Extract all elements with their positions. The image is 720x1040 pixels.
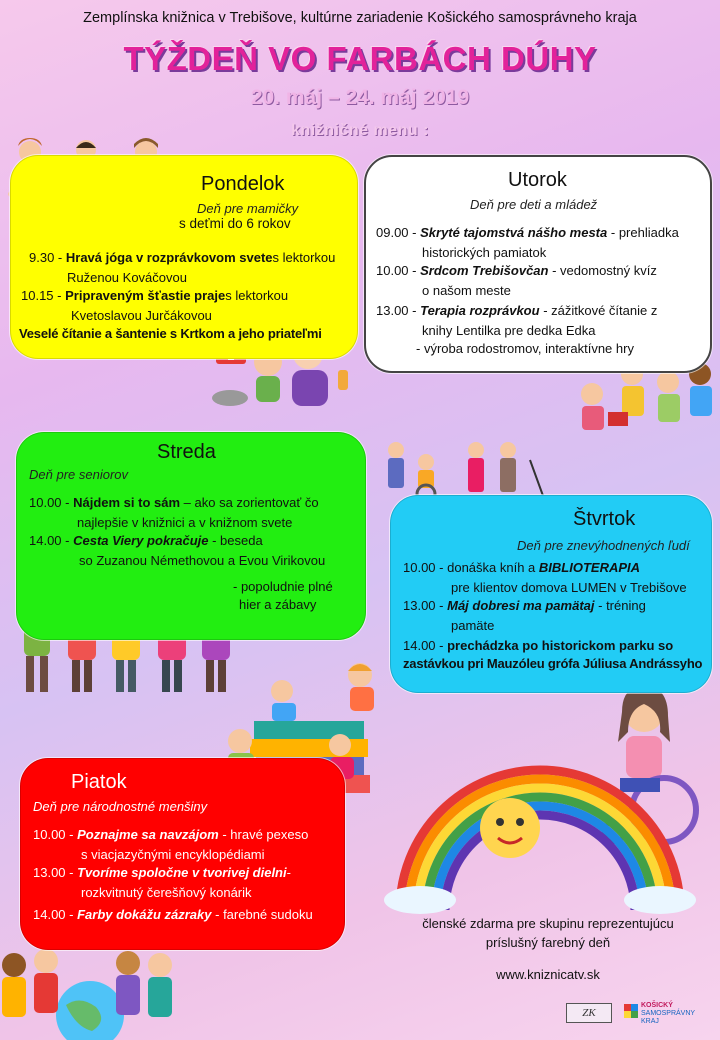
friday-card bbox=[20, 758, 345, 950]
monday-event-2 bbox=[21, 286, 288, 306]
tuesday-event-3-line3: - výroba rodostromov, interaktívne hry bbox=[416, 341, 634, 356]
event-time: 10.15 - bbox=[21, 288, 62, 303]
event-time: 9.30 - bbox=[29, 250, 63, 265]
tuesday-subtitle: Deň pre deti a mládež bbox=[470, 197, 598, 212]
thursday-event-3-line2: zastávkou pri Mauzóleu grófa Júliusa Andrássyho bbox=[403, 656, 703, 671]
event-time: 10.00 - bbox=[33, 827, 74, 842]
event-desc: - bbox=[286, 865, 291, 880]
event-desc: s lektorkou bbox=[272, 250, 336, 265]
monday-subtitle-2: s deťmi do 6 rokov bbox=[179, 216, 291, 231]
thursday-event-3 bbox=[403, 636, 673, 656]
event-time: 13.00 - bbox=[33, 865, 74, 880]
monday-card bbox=[10, 155, 358, 359]
ksk-logo-line-3: KRAJ bbox=[641, 1018, 659, 1025]
event-title: Poznajme sa navzájom bbox=[77, 827, 219, 842]
tuesday-event-1 bbox=[376, 223, 679, 243]
event-desc: donáška kníh a bbox=[447, 560, 536, 575]
website-link[interactable]: www.kniznicatv.sk bbox=[496, 967, 600, 982]
friday-event-1-line2: s viacjazyčnými encyklopédiami bbox=[81, 847, 265, 862]
organizer-line: Zemplínska knižnica v Trebišove, kultúrne zariadenie Košického samosprávneho kraja bbox=[83, 10, 637, 26]
event-time: 14.00 - bbox=[33, 907, 74, 922]
event-desc: – ako sa zorientovať čo bbox=[183, 495, 319, 510]
event-title: Cesta Viery pokračuje bbox=[73, 533, 209, 548]
event-desc: - prehliadka bbox=[610, 225, 679, 240]
thursday-card bbox=[390, 495, 712, 693]
event-title: Pripraveným šťastie praje bbox=[65, 288, 226, 303]
ksk-logo bbox=[624, 1002, 696, 1026]
event-time: 13.00 - bbox=[403, 598, 444, 613]
monday-event-3: Veselé čítanie a šantenie s Krtkom a jeho priateľmi bbox=[19, 326, 322, 341]
tuesday-event-3 bbox=[376, 301, 657, 321]
wednesday-subtitle: Deň pre seniorov bbox=[29, 467, 128, 482]
wednesday-title: Streda bbox=[157, 441, 216, 463]
monday-event-2-line2: Kvetoslavou Jurčákovou bbox=[71, 308, 212, 323]
ksk-emblem-icon bbox=[624, 1004, 638, 1018]
event-desc: s lektorkou bbox=[225, 288, 289, 303]
membership-line-2: príslušný farebný deň bbox=[485, 935, 611, 950]
monday-title: Pondelok bbox=[201, 173, 285, 195]
thursday-event-2 bbox=[403, 596, 646, 616]
event-title: prechádzka po historickom parku so bbox=[447, 638, 674, 653]
tuesday-event-2-line2: o našom meste bbox=[422, 283, 511, 298]
event-time: 14.00 - bbox=[29, 533, 70, 548]
thursday-title: Štvrtok bbox=[573, 508, 636, 530]
event-desc: - hravé pexeso bbox=[222, 827, 309, 842]
event-desc: - vedomostný kvíz bbox=[552, 263, 657, 278]
event-title: Hravá jóga v rozprávkovom svete bbox=[65, 250, 273, 265]
event-time: 10.00 - bbox=[29, 495, 70, 510]
event-desc: - beseda bbox=[212, 533, 263, 548]
library-logo: ZK bbox=[566, 1003, 612, 1023]
wednesday-event-2 bbox=[29, 531, 263, 551]
wednesday-event-3: - popoludnie plné bbox=[233, 579, 333, 594]
tuesday-title: Utorok bbox=[508, 169, 567, 191]
menu-label: knižničné menu : bbox=[291, 122, 429, 139]
event-dates: 20. máj – 24. máj 2019 bbox=[250, 86, 470, 109]
event-desc: - farebné sudoku bbox=[215, 907, 313, 922]
event-time: 09.00 - bbox=[376, 225, 417, 240]
event-time: 13.00 - bbox=[376, 303, 417, 318]
event-title: Máj dobresi ma pamätaj bbox=[447, 598, 595, 613]
wednesday-event-2-line2: so Zuzanou Némethovou a Evou Virikovou bbox=[79, 553, 326, 568]
wednesday-card bbox=[16, 432, 366, 640]
tuesday-event-1-line2: historických pamiatok bbox=[422, 245, 547, 260]
event-time: 10.00 - bbox=[376, 263, 417, 278]
event-title: Nájdem si to sám bbox=[73, 495, 181, 510]
thursday-event-1 bbox=[403, 558, 640, 578]
friday-event-3 bbox=[33, 905, 313, 925]
monday-event-1 bbox=[29, 248, 335, 268]
friday-title: Piatok bbox=[71, 771, 127, 793]
monday-event-1-line2: Ruženou Kováčovou bbox=[67, 270, 187, 285]
tuesday-event-2 bbox=[376, 261, 657, 281]
event-desc: - tréning bbox=[598, 598, 646, 613]
membership-note bbox=[392, 914, 704, 952]
thursday-subtitle: Deň pre znevýhodnených ľudí bbox=[517, 538, 690, 553]
event-title: Srdcom Trebišovčan bbox=[420, 263, 549, 278]
wednesday-event-1-line2: najlepšie v knižnici a v knižnom svete bbox=[77, 515, 293, 530]
event-time: 10.00 - bbox=[403, 560, 444, 575]
ksk-logo-line-2: SAMOSPRÁVNY bbox=[641, 1010, 696, 1017]
membership-line-1: členské zdarma pre skupinu reprezentujúcu bbox=[422, 916, 674, 931]
event-title: Skryté tajomstvá nášho mesta bbox=[420, 225, 608, 240]
event-title: Terapia rozprávkou bbox=[420, 303, 540, 318]
friday-event-2 bbox=[33, 863, 291, 883]
ksk-logo-line-1: KOŠICKÝ bbox=[641, 1002, 673, 1009]
tuesday-event-3-line2: knihy Lentilka pre dedka Edka bbox=[422, 323, 596, 338]
wednesday-event-3-line2: hier a zábavy bbox=[239, 597, 317, 612]
monday-subtitle: Deň pre mamičky bbox=[197, 201, 299, 216]
tuesday-card bbox=[364, 155, 712, 373]
globe-kids-illustration bbox=[0, 935, 180, 1040]
event-time: 14.00 - bbox=[403, 638, 444, 653]
friday-event-1 bbox=[33, 825, 308, 845]
friday-subtitle: Deň pre národnostné menšiny bbox=[33, 799, 208, 814]
event-desc: - zážitkové čítanie z bbox=[543, 303, 658, 318]
thursday-event-2-line2: pamäte bbox=[451, 618, 495, 633]
rainbow-sun-illustration bbox=[380, 750, 702, 915]
thursday-event-1-line2: pre klientov domova LUMEN v Trebišove bbox=[451, 580, 687, 595]
event-title: Tvoríme spoločne v tvorivej dielni bbox=[77, 865, 287, 880]
page-title: TÝŽDEŇ VO FARBÁCH DÚHY bbox=[123, 40, 597, 77]
friday-event-2-line2: rozkvitnutý čerešňový konárik bbox=[81, 885, 252, 900]
wednesday-event-1 bbox=[29, 493, 319, 513]
event-title: Farby dokážu zázraky bbox=[77, 907, 212, 922]
event-title: BIBLIOTERAPIA bbox=[538, 560, 641, 575]
